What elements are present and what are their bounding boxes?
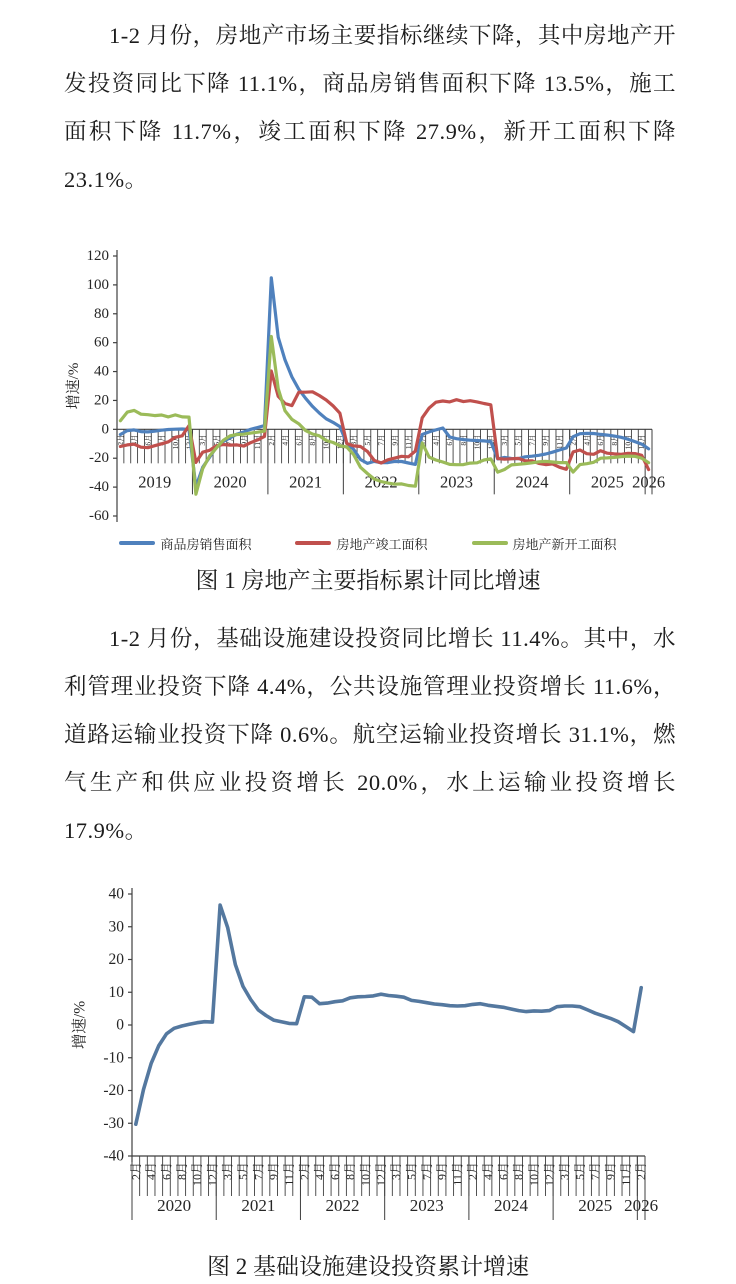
x-tick-label: 7月 — [376, 434, 386, 446]
x-tick-label: 2月 — [634, 1162, 649, 1181]
x-tick-label: 12月 — [542, 1162, 557, 1187]
figure1-caption: 图 1 房地产主要指标累计同比增速 — [195, 568, 541, 593]
x-tick-label: 12月 — [637, 434, 647, 450]
year-label: 2025 — [578, 1196, 613, 1215]
legend-swatch-2 — [472, 541, 508, 545]
y-tick-label: 40 — [94, 363, 109, 380]
y-tick-label: -60 — [89, 508, 109, 524]
x-tick-label: 6月 — [496, 1162, 511, 1181]
x-tick-label: 9月 — [603, 1162, 618, 1181]
figure1 — [0, 233, 736, 598]
x-tick-label: 7月 — [419, 1162, 434, 1181]
x-tick-label: 2月 — [128, 1162, 143, 1181]
y-tick-label: -40 — [103, 1147, 124, 1165]
figure2-caption: 图 2 基础设施建设投资累计增速 — [207, 1254, 529, 1279]
x-tick-label: 5月 — [362, 434, 372, 446]
year-label: 2022 — [325, 1196, 360, 1215]
year-label: 2020 — [157, 1196, 192, 1215]
x-tick-label: 11月 — [253, 434, 263, 450]
x-tick-label: 5月 — [572, 1162, 587, 1181]
x-tick-label: 6月 — [445, 434, 455, 446]
x-tick-label: 11月 — [404, 434, 414, 450]
x-tick-label: 10月 — [170, 434, 180, 450]
x-tick-label: 5月 — [513, 434, 523, 446]
y-tick-label: 40 — [108, 885, 124, 903]
x-tick-label: 7月 — [251, 1162, 266, 1181]
x-tick-label: 12月 — [486, 434, 496, 450]
x-tick-label: 4月 — [144, 1162, 159, 1181]
x-tick-label: 2月 — [417, 434, 427, 446]
year-label: 2020 — [213, 472, 247, 492]
x-tick-label: 11月 — [554, 434, 564, 450]
x-tick-label: 8月 — [307, 434, 317, 446]
figure2 — [0, 874, 736, 1284]
y-tick-label: 120 — [86, 248, 109, 264]
x-tick-label: 10月 — [472, 434, 482, 450]
legend-swatch-0 — [119, 541, 155, 545]
x-tick-label: 8月 — [511, 1162, 526, 1181]
year-label: 2023 — [409, 1196, 444, 1215]
x-tick-label: 12月 — [184, 434, 194, 450]
x-tick-label: 6月 — [143, 434, 153, 446]
x-tick-label: 5月 — [404, 1162, 419, 1181]
figure2-line-chart — [60, 874, 680, 1224]
x-tick-label: 4月 — [280, 434, 290, 446]
y-tick-label: -30 — [103, 1114, 124, 1132]
x-tick-label: 7月 — [588, 1162, 603, 1181]
figure1-line-chart — [60, 233, 680, 533]
x-tick-label: 9月 — [390, 434, 400, 446]
x-tick-label: 3月 — [389, 1162, 404, 1181]
x-tick-label: 4月 — [481, 1162, 496, 1181]
x-tick-label: 5月 — [211, 434, 221, 446]
x-tick-label: 12月 — [335, 434, 345, 450]
x-tick-label: 9月 — [541, 434, 551, 446]
x-tick-label: 9月 — [239, 434, 249, 446]
x-tick-label: 2月 — [115, 434, 125, 446]
x-tick-label: 8月 — [609, 434, 619, 446]
x-tick-label: 12月 — [373, 1162, 388, 1187]
y-tick-label: 60 — [94, 334, 109, 351]
y-tick-label: -10 — [103, 1049, 124, 1067]
y-tick-label: -20 — [89, 450, 109, 467]
x-tick-label: 4月 — [431, 434, 441, 446]
x-tick-label: 3月 — [500, 434, 510, 446]
x-tick-label: 8月 — [174, 1162, 189, 1181]
year-label: 2023 — [440, 472, 474, 492]
x-tick-label: 10月 — [358, 1162, 373, 1187]
y-tick-label: 30 — [108, 918, 124, 936]
x-tick-label: 8月 — [343, 1162, 358, 1181]
x-tick-label: 2月 — [297, 1162, 312, 1181]
year-label: 2021 — [289, 472, 323, 492]
y-tick-label: 80 — [94, 305, 109, 322]
x-tick-label: 7月 — [527, 434, 537, 446]
x-tick-label: 11月 — [450, 1162, 465, 1186]
x-tick-label: 2月 — [568, 434, 578, 446]
x-tick-label: 6月 — [327, 1162, 342, 1181]
y-axis-title: 增速/% — [71, 1000, 89, 1050]
x-tick-label: 5月 — [236, 1162, 251, 1181]
x-tick-label: 8月 — [157, 434, 167, 446]
x-tick-label: 3月 — [557, 1162, 572, 1181]
x-tick-label: 7月 — [225, 434, 235, 446]
x-tick-label: 10月 — [623, 434, 633, 450]
x-tick-label: 11月 — [281, 1162, 296, 1186]
year-label: 2022 — [364, 472, 398, 492]
y-tick-label: 0 — [116, 1016, 124, 1034]
x-tick-label: 6月 — [596, 434, 606, 446]
x-tick-label: 2月 — [266, 434, 276, 446]
x-tick-label: 12月 — [205, 1162, 220, 1187]
x-tick-label: 4月 — [582, 434, 592, 446]
y-axis-title: 增速/% — [66, 362, 82, 410]
year-label: 2019 — [138, 472, 172, 492]
legend-item-1 — [295, 534, 427, 553]
x-tick-label: 3月 — [198, 434, 208, 446]
paragraph-infrastructure: 1-2 月份，基础设施建设投资同比增长 11.4%。其中，水利管理业投资下降 4.4%，公共设施管理业投资增长 11.6%，道路运输业投资下降 0.6%。航空运输业投资增长 31.1%，燃气生产和供应业投资增长 20.0%，水上运输业投资增长 17.9%。 — [64, 626, 676, 843]
x-tick-label: 3月 — [220, 1162, 235, 1181]
x-tick-label: 11月 — [618, 1162, 633, 1186]
y-tick-label: 20 — [108, 951, 124, 968]
paragraph-real-estate: 1-2 月份，房地产市场主要指标继续下降，其中房地产开发投资同比下降 11.1%，商品房销售面积下降 13.5%，施工面积下降 11.7%，竣工面积下降 27.9%，新开工面积下降 23.1%。 — [64, 23, 676, 192]
x-tick-label: 6月 — [294, 434, 304, 446]
year-label: 2021 — [241, 1196, 276, 1215]
figure1-legend — [0, 534, 736, 552]
year-label: 2025 — [590, 472, 624, 492]
y-tick-label: 0 — [101, 421, 109, 438]
x-tick-label: 10月 — [321, 434, 331, 450]
y-tick-label: 20 — [94, 392, 109, 409]
legend-item-2 — [472, 534, 617, 553]
x-tick-label: 2月 — [465, 1162, 480, 1181]
x-tick-label: 6月 — [159, 1162, 174, 1181]
x-tick-label: 10月 — [190, 1162, 205, 1187]
legend-label-0: 商品房销售面积 — [160, 536, 252, 552]
legend-item-0 — [119, 534, 251, 553]
year-label: 2024 — [515, 472, 549, 492]
year-label: 2026 — [632, 472, 666, 492]
x-tick-label: 9月 — [435, 1162, 450, 1181]
legend-label-1: 房地产竣工面积 — [336, 536, 428, 552]
y-tick-label: -20 — [103, 1082, 124, 1099]
year-label: 2026 — [624, 1196, 659, 1215]
series-line-0 — [136, 905, 641, 1124]
x-tick-label: 10月 — [526, 1162, 541, 1187]
legend-label-2: 房地产新开工面积 — [512, 536, 617, 552]
y-tick-label: 10 — [108, 983, 124, 1001]
x-tick-label: 4月 — [129, 434, 139, 446]
legend-swatch-1 — [295, 541, 331, 545]
x-tick-label: 4月 — [312, 1162, 327, 1181]
y-tick-label: -40 — [89, 479, 109, 496]
y-tick-label: 100 — [86, 276, 109, 293]
x-tick-label: 3月 — [349, 434, 359, 446]
year-label: 2024 — [494, 1196, 529, 1215]
x-tick-label: 8月 — [458, 434, 468, 446]
x-tick-label: 9月 — [266, 1162, 281, 1181]
